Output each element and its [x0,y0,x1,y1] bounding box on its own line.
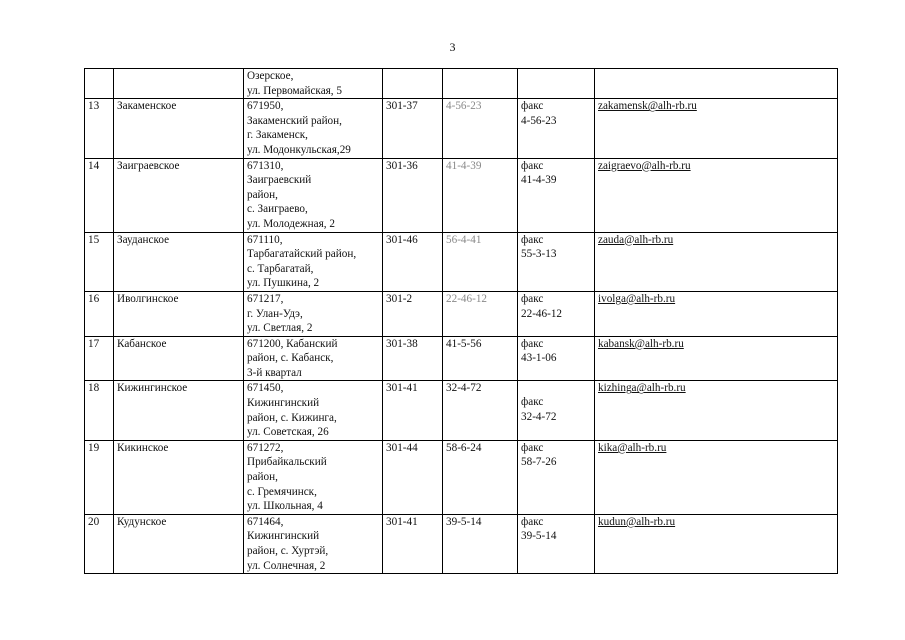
address-line: 671464, [247,515,284,528]
fax-cell [518,158,595,232]
table-row [85,291,838,336]
address-line: г. Закаменск, [247,129,308,142]
address-line: 671272, [247,441,284,454]
email-link[interactable]: kika@alh-rb.ru [598,441,667,454]
address-line: Озерское, [247,70,294,82]
table-row [85,232,838,291]
email-cell [595,514,838,573]
phone-number: 32-4-72 [443,381,518,440]
office-name: Кикинское [114,440,244,514]
phone-code: 301-41 [383,514,443,573]
fax-cell [518,99,595,158]
address-line: с. Гремячинск, [247,485,317,498]
row-number: 18 [85,381,114,440]
email-link[interactable]: zakamensk@alh-rb.ru [598,100,697,113]
phone-code: 301-38 [383,336,443,381]
office-address [244,381,383,440]
address-line: Заиграевский [247,174,312,187]
fax-cell [518,381,595,440]
office-address [244,232,383,291]
email-cell [595,440,838,514]
address-line: Прибайкальский [247,456,327,469]
row-number: 20 [85,514,114,573]
address-line: район, [247,188,278,201]
email-link[interactable]: zaigraevo@alh-rb.ru [598,159,691,172]
email-cell [595,291,838,336]
email-cell [595,336,838,381]
fax-cell [518,336,595,381]
email-cell [595,99,838,158]
fax-number: 58-7-26 [521,456,557,469]
address-line: Кижингинский [247,397,320,410]
email-link[interactable]: kudun@alh-rb.ru [598,515,676,528]
phone-number: 39-5-14 [443,514,518,573]
directory-table [84,68,838,574]
office-address [244,69,383,99]
phone-number: 58-6-24 [443,440,518,514]
phone-code: 301-2 [383,291,443,336]
row-number: 14 [85,158,114,232]
address-line: район, с. Хуртэй, [247,545,329,557]
row-number: 16 [85,291,114,336]
row-number: 19 [85,440,114,514]
address-line: ул. Солнечная, 2 [247,559,326,572]
address-line: г. Улан-Удэ, [247,307,303,320]
office-address [244,514,383,573]
phone-code: 301-41 [383,381,443,440]
fax-label: факс [521,100,544,113]
fax-cell [518,232,595,291]
address-line: с. Заиграево, [247,203,308,216]
fax-label: факс [521,159,544,172]
fax-cell [518,440,595,514]
phone-code: 301-37 [383,99,443,158]
fax-label: факс [521,233,544,246]
fax-number: 55-3-13 [521,248,557,261]
address-line: 671110, [247,233,283,246]
address-line: 671200, Кабанский [247,337,338,350]
fax-cell [518,69,595,99]
office-name: Зауданское [114,232,244,291]
office-address [244,158,383,232]
phone-code: 301-46 [383,232,443,291]
phone-number: 56-4-41 [443,232,518,291]
fax-label: факс [521,396,544,409]
table-row [85,336,838,381]
table-row [85,514,838,573]
office-name: Кудунское [114,514,244,573]
address-line: ул. Светлая, 2 [247,322,313,335]
table-row [85,158,838,232]
table-row [85,381,838,440]
address-line: ул. Школьная, 4 [247,500,323,513]
address-line: 671950, [247,100,284,113]
address-line: 671217, [247,292,284,305]
office-name [114,69,244,99]
fax-label: факс [521,337,544,350]
address-line: ул. Модонкульская,29 [247,143,351,156]
fax-cell [518,514,595,573]
table-row [85,440,838,514]
row-number: 13 [85,99,114,158]
page-number: 3 [449,40,456,54]
fax-number: 22-46-12 [521,307,563,320]
fax-label: факс [521,292,544,305]
table-row [85,99,838,158]
office-address [244,291,383,336]
fax-cell [518,291,595,336]
address-line: с. Тарбагатай, [247,262,314,275]
phone-code [383,69,443,99]
row-number [85,69,114,99]
email-cell [595,69,838,99]
email-cell [595,158,838,232]
email-cell [595,232,838,291]
address-line: Закаменский район, [247,114,342,127]
phone-number [443,69,518,99]
email-link[interactable]: kabansk@alh-rb.ru [598,337,684,350]
phone-number: 4-56-23 [443,99,518,158]
phone-code: 301-44 [383,440,443,514]
office-address [244,336,383,381]
address-line: Кижингинский [247,530,320,543]
phone-number: 22-46-12 [443,291,518,336]
email-link[interactable]: zauda@alh-rb.ru [598,233,674,246]
address-line: 671450, [247,382,284,395]
address-line: ул. Пушкина, 2 [247,277,320,290]
office-name: Иволгинское [114,291,244,336]
email-cell [595,381,838,440]
address-line: ул. Советская, 26 [247,426,329,439]
email-link[interactable]: kizhinga@alh-rb.ru [598,382,686,395]
address-line: район, с. Кижинга, [247,411,337,424]
address-line: район, [247,471,278,484]
address-line: Тарбагатайский район, [247,248,357,261]
office-address [244,99,383,158]
email-link[interactable]: ivolga@alh-rb.ru [598,292,676,305]
office-name: Кабанское [114,336,244,381]
row-number: 15 [85,232,114,291]
address-line: 3-й квартал [247,366,302,379]
fax-number: 43-1-06 [521,352,557,365]
address-line: ул. Первомайская, 5 [247,84,342,97]
table-row [85,69,838,99]
fax-number: 32-4-72 [521,411,557,424]
row-number: 17 [85,336,114,381]
address-line: район, с. Кабанск, [247,352,334,365]
office-name: Заиграевское [114,158,244,232]
fax-label: факс [521,515,544,528]
fax-number: 41-4-39 [521,174,557,187]
fax-number: 4-56-23 [521,114,557,127]
fax-number: 39-5-14 [521,530,557,543]
phone-number: 41-5-56 [443,336,518,381]
fax-label: факс [521,441,544,454]
office-address [244,440,383,514]
phone-number: 41-4-39 [443,158,518,232]
office-name: Кижингинское [114,381,244,440]
phone-code: 301-36 [383,158,443,232]
office-name: Закаменское [114,99,244,158]
address-line: 671310, [247,159,284,172]
address-line: ул. Молодежная, 2 [247,217,335,230]
